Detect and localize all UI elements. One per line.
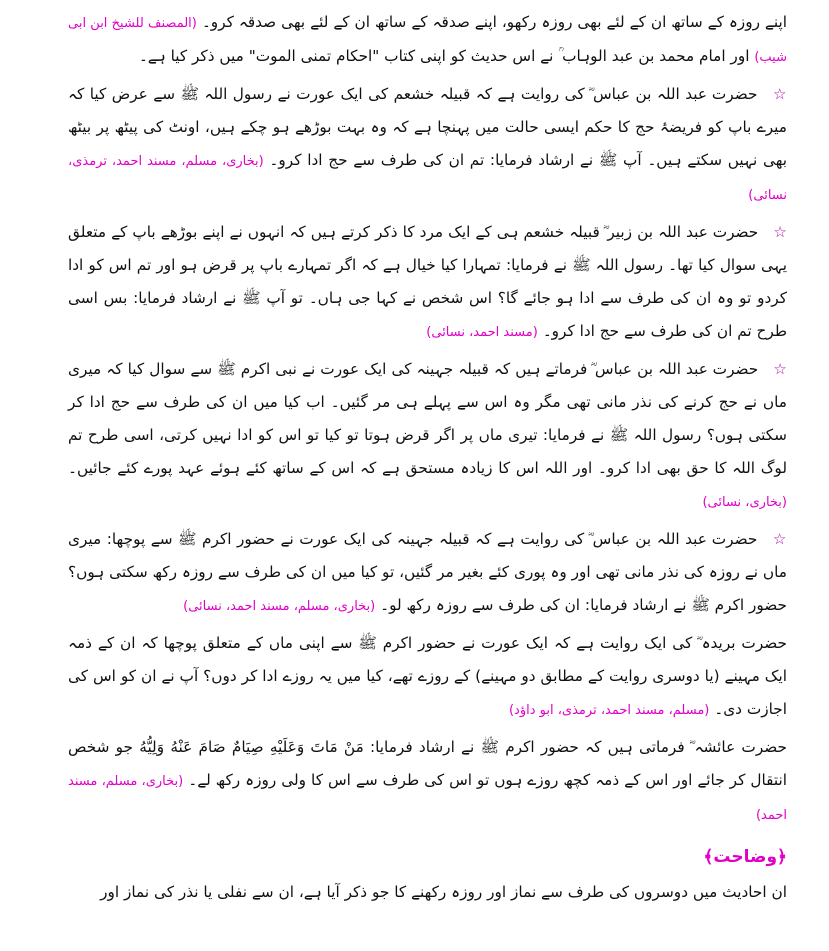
section-heading [68,840,787,874]
paragraph-5 [68,523,787,623]
paragraph-5-text: حضرت عبد اللہ بن عباس ؓ کی روایت ہے کہ قبیلہ جہینہ کی ایک عورت نے حضور اکرم ﷺ سے پوچھا: میری ماں نے روزہ کی نذر مانی تھی اور وہ پوری کئے بغیر مر گئیں، تو کیا میں ان کی طرف سے روزہ رکھ سکتی ہوں؟ حضور اکرم ﷺ نے ارشاد فرمایا: ان کی طرف سے روزہ رکھ لو۔ [68,530,787,614]
paragraph-1 [68,6,787,74]
paragraph-2-reference: (بخاری، مسلم، مسند احمد، ترمذی، نسائی) [68,154,787,203]
star-icon: ☆ [772,85,787,103]
heading-bracket-open: ﴿ [777,847,787,867]
paragraph-4 [68,353,787,519]
paragraph-1-tail: اور امام محمد بن عبد الوہاب ؒ نے اس حدیث کو اپنی کتاب "احکام تمنی الموت" میں ذکر کیا ہے۔ [138,47,750,65]
star-icon: ☆ [772,530,787,548]
paragraph-4-reference: (بخاری، نسائی) [702,495,787,510]
closing-paragraph [68,876,787,909]
paragraph-6 [68,627,787,727]
star-icon: ☆ [773,223,787,241]
paragraph-7-text: حضرت عائشہ ؓ فرماتی ہیں کہ حضور اکرم ﷺ نے ارشاد فرمایا: مَنْ مَاتَ وَعَلَيْهِ صِيَامٌ صَامَ عَنْهُ وَلِيُّهُ جو شخص انتقال کر جائے اور اس کے ذمہ کچھ روزے ہوں تو اس کی طرف سے اس کا ولی روزہ رکھ لے۔ [68,738,787,789]
paragraph-1-reference: (المصنف للشیخ ابن ابی شیب) [68,16,787,65]
paragraph-7 [68,731,787,832]
paragraph-3 [68,216,787,349]
paragraph-6-text: حضرت بریدہ ؓ کی ایک روایت ہے کہ ایک عورت نے حضور اکرم ﷺ سے اپنی ماں کے متعلق پوچھا کہ ان کے ذمہ ایک مہینے (یا دوسری روایت کے مطابق دو مہینے) کے روزے تھے، کیا میں یہ روزے ادا کر دوں؟ آپ نے ان کو اس کی اجازت دی۔ [68,634,787,718]
paragraph-7-reference: (بخاری، مسلم، مسند احمد) [68,774,787,823]
paragraph-2-text: حضرت عبد اللہ بن عباس ؓ کی روایت ہے کہ قبیلہ خشعم کی ایک عورت نے رسول اللہ ﷺ سے عرض کیا کہ میرے باپ کو فریضۂ حج کا حکم ایسی حالت میں پہنچا ہے کہ وہ بہت بوڑھے ہو چکے ہیں، اونٹ کی پیٹھ پر بیٹھ بھی نہیں سکتے ہیں۔ آپ ﷺ نے ارشاد فرمایا: تم ان کی طرف سے حج ادا کرو۔ [68,85,787,169]
paragraph-6-reference: (مسلم، مسند احمد، ترمذی، ابو داؤد) [508,703,710,718]
paragraph-4-text: حضرت عبد اللہ بن عباس ؓ فرماتے ہیں کہ قبیلہ جہینہ کی ایک عورت نے نبی اکرم ﷺ سے سوال کیا کہ میری ماں نے حج کرنے کی نذر مانی تھی مگر وہ اس سے پہلے ہی مر گئیں۔ اب کیا میں ان کی طرف سے حج ادا کر سکتی ہوں؟ رسول اللہ ﷺ نے فرمایا: تیری ماں پر اگر قرض ہوتا تو کیا تو اس کو ادا نہیں کرتی، اسی طرح تم لوگ اللہ کا حق بھی ادا کرو۔ اور اللہ اس کا زیادہ مستحق ہے کہ اس کے ساتھ کئے ہوئے عہد پورے کئے جائیں۔ [68,360,787,477]
paragraph-3-text: حضرت عبد اللہ بن زبیر ؓ قبیلہ خشعم ہی کے ایک مرد کا ذکر کرتے ہیں کہ انہوں نے اپنے بوڑھے باپ کے متعلق یہی سوال کیا تھا۔ رسول اللہ ﷺ نے فرمایا: تمہارا کیا خیال ہے کہ اگر تمہارے باپ پر قرض ہو اور تم اس کو ادا کردو تو وہ ان کی طرف سے ادا ہو جائے گا؟ اس شخص نے کہا جی ہاں۔ تو آپ ﷺ نے ارشاد فرمایا: بس اسی طرح تم ان کی طرف سے حج ادا کرو۔ [68,223,787,340]
heading-bracket-close: ﴾ [703,847,714,867]
heading-text: وضاحت [713,847,778,867]
paragraph-5-reference: (بخاری، مسلم، مسند احمد، نسائی) [183,599,376,614]
paragraph-2 [68,78,787,212]
paragraph-1-text: اپنے روزہ کے ساتھ ان کے لئے بھی روزہ رکھو، اپنے صدقہ کے ساتھ ان کے لئے بھی صدقہ کرو۔ [201,13,788,31]
star-icon: ☆ [773,360,787,378]
paragraph-3-reference: (مسند احمد، نسائی) [426,325,538,340]
closing-text: ان احادیث میں دوسروں کی طرف سے نماز اور روزہ رکھنے کا جو ذکر آیا ہے، ان سے نفلی یا نذر کی نماز اور [100,883,787,901]
